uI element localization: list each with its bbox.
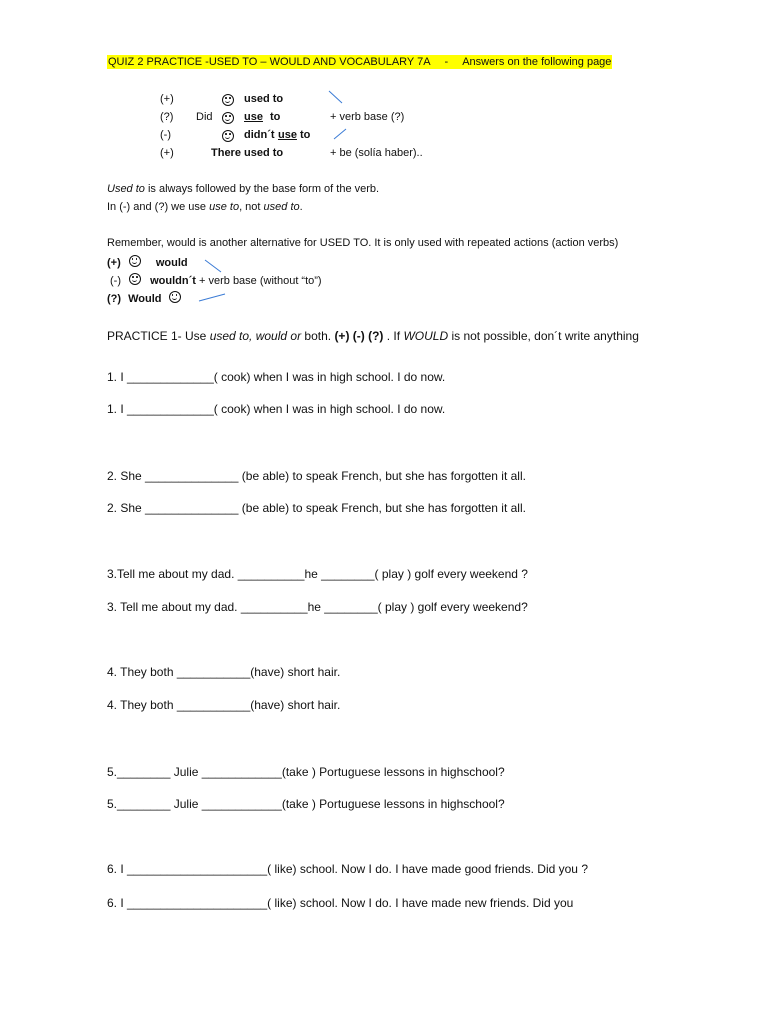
exercise-item: 1. I _____________( cook) when I was in high school. I do now. — [107, 402, 446, 416]
would-row-2: (-) wouldn´t + verb base (without “to”) — [110, 275, 322, 287]
would-row-3: (?) Would — [107, 291, 181, 305]
grammar-after: + be (solía haber).. — [330, 147, 423, 159]
grammar-text-underlined: use — [278, 129, 297, 141]
pen-mark — [199, 294, 225, 301]
grammar-text: There used to — [211, 147, 284, 159]
exercise-item: 3.Tell me about my dad. __________he ________( play ) golf every weekend ? — [107, 567, 528, 581]
grammar-text: to — [270, 111, 281, 123]
exercise-item: 6. I _____________________( like) school. Now I do. I have made good friends. Did you ? — [107, 862, 588, 876]
grammar-text: didn´t — [244, 129, 275, 141]
exercise-item: 4. They both ___________(have) short hair. — [107, 698, 341, 712]
sign: (?) — [160, 111, 174, 123]
exercise-item: 5.________ Julie ____________(take ) Portuguese lessons in highschool? — [107, 765, 505, 779]
title-main: QUIZ 2 PRACTICE -USED TO – WOULD AND VOCABULARY 7A — [108, 56, 431, 68]
exercise-item: 5.________ Julie ____________(take ) Portuguese lessons in highschool? — [107, 797, 505, 811]
title-separator: - — [444, 56, 449, 68]
pen-mark — [329, 91, 342, 103]
would-row-1: (+) would — [107, 257, 188, 269]
practice-heading: PRACTICE 1- Use used to, would or both. (+) (-) (?) . If WOULD is not possible, don´t write anything — [107, 329, 639, 343]
exercise-item: 6. I _____________________( like) school. Now I do. I have made new friends. Did you — [107, 896, 574, 910]
pen-mark — [205, 260, 221, 272]
sign: (+) — [160, 147, 174, 159]
note-line-2: In (-) and (?) we use use to, not used to. — [107, 201, 303, 213]
grammar-pre: Did — [196, 111, 213, 123]
grammar-text-underlined: use — [244, 111, 263, 123]
exercise-item: 4. They both ___________(have) short hair. — [107, 665, 341, 679]
pen-mark — [334, 129, 346, 139]
sign: (-) — [160, 129, 171, 141]
exercise-item: 1. I _____________( cook) when I was in high school. I do now. — [107, 370, 446, 384]
grammar-text: to — [300, 129, 311, 141]
grammar-text: used to — [244, 93, 284, 105]
title-note: Answers on the following page — [462, 56, 612, 68]
sign: (+) — [160, 93, 174, 105]
note-line-1: Used to is always followed by the base form of the verb. — [107, 183, 380, 195]
exercise-item: 3. Tell me about my dad. __________he ________( play ) golf every weekend? — [107, 600, 528, 614]
grammar-after: + verb base (?) — [330, 111, 405, 123]
exercise-item: 2. She ______________ (be able) to speak French, but she has forgotten it all. — [107, 501, 526, 515]
would-intro: Remember, would is another alternative for USED TO. It is only used with repeated actions (action verbs) — [107, 237, 619, 249]
exercise-item: 2. She ______________ (be able) to speak French, but she has forgotten it all. — [107, 469, 526, 483]
